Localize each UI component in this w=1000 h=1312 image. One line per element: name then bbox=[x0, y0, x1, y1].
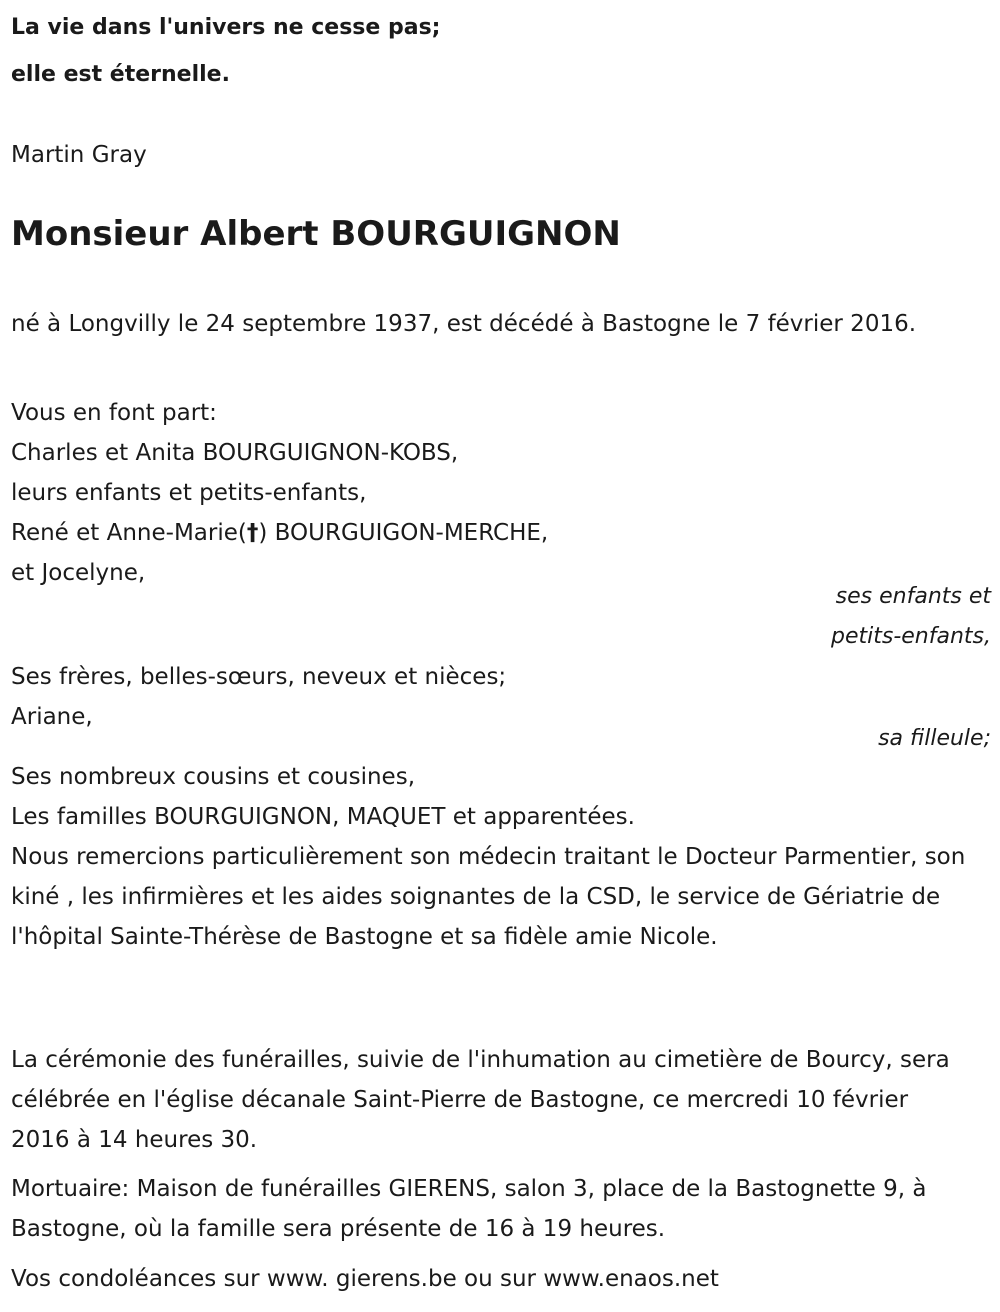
family-line: et Jocelyne, bbox=[11, 560, 146, 586]
family-line: Ses frères, belles-sœurs, neveux et nièces; bbox=[11, 664, 507, 690]
family-line: Ses nombreux cousins et cousines, bbox=[11, 764, 416, 790]
condolences-line: Vos condoléances sur www. gierens.be ou sur www.enaos.net bbox=[11, 1266, 719, 1292]
family-announcement bbox=[11, 393, 991, 957]
birth-death-statement: né à Longvilly le 24 septembre 1937, est décédé à Bastogne le 7 février 2016. bbox=[11, 311, 917, 337]
family-line: Ariane, bbox=[11, 704, 93, 730]
quote-line-1: La vie dans l'univers ne cesse pas; bbox=[11, 15, 441, 40]
family-role: petits-enfants, bbox=[831, 624, 991, 649]
family-line-text: ) BOURGUIGON-MERCHE, bbox=[258, 520, 549, 546]
cross-icon: † bbox=[246, 520, 259, 546]
family-role: ses enfants et bbox=[835, 584, 991, 609]
family-line-text: René et Anne-Marie( bbox=[11, 520, 247, 546]
quote-line-2: elle est éternelle. bbox=[11, 62, 230, 87]
mortuary-details: Mortuaire: Maison de funérailles GIERENS, salon 3, place de la Bastognette 9, à Bastogne, où la famille sera présente de 16 à 19 heures. bbox=[11, 1176, 927, 1242]
deceased-name: Monsieur Albert BOURGUIGNON bbox=[11, 214, 621, 254]
family-line: leurs enfants et petits-enfants, bbox=[11, 480, 367, 506]
family-role: sa filleule; bbox=[878, 726, 991, 751]
family-line: Charles et Anita BOURGUIGNON-KOBS, bbox=[11, 440, 459, 466]
thanks-paragraph: Nous remercions particulièrement son médecin traitant le Docteur Parmentier, son kiné , les infirmières et les aides soignantes de la CSD, le service de Gériatrie de l'hôpital Sainte-Thérèse de Bastogne et sa fidèle amie Nicole. bbox=[11, 844, 966, 950]
funeral-details: La cérémonie des funérailles, suivie de l'inhumation au cimetière de Bourcy, sera célébrée en l'église décanale Saint-Pierre de Bastogne, ce mercredi 10 février 2016 à 14 heures 30. bbox=[11, 1047, 950, 1153]
quote-author: Martin Gray bbox=[11, 142, 147, 168]
family-line bbox=[11, 513, 971, 553]
family-intro: Vous en font part: bbox=[11, 400, 217, 426]
family-line: Les familles BOURGUIGNON, MAQUET et apparentées. bbox=[11, 804, 635, 830]
